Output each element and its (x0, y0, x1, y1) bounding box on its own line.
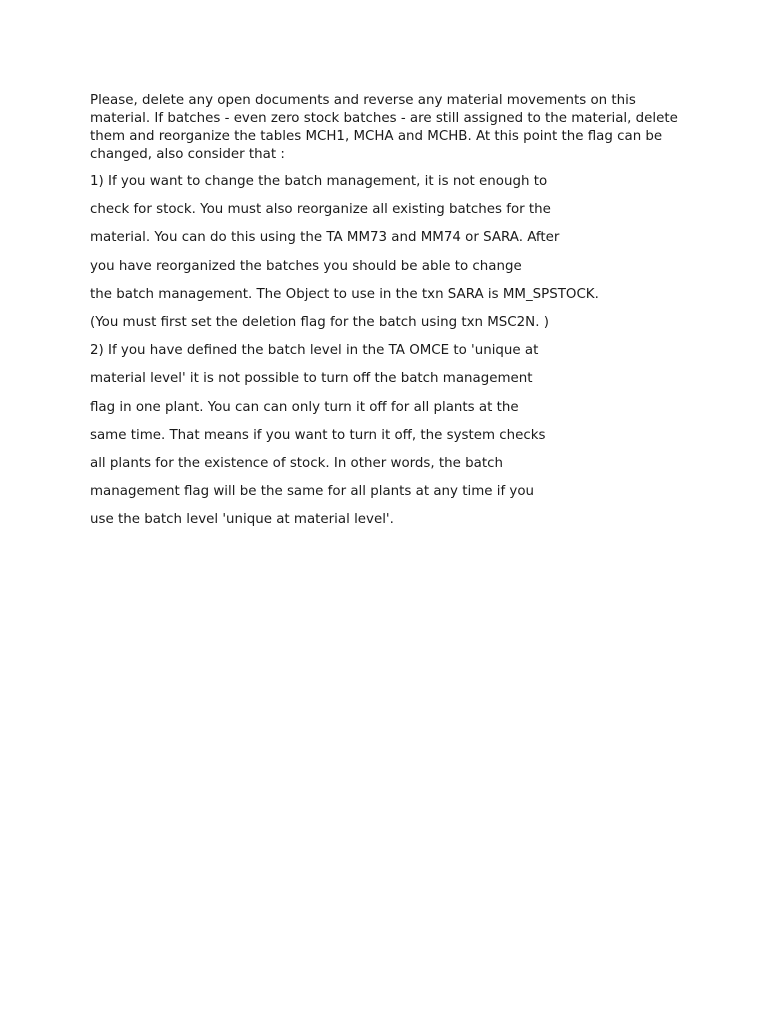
intro-paragraph: Please, delete any open documents and reverse any material movements on this material. If batches - even zero stock batches - are still assigned to the material, delete them and reorganize the tables MCH1, MCHA and MCHB. At this point the flag can be changed, also consider that : (90, 93, 678, 162)
text-line: (You must first set the deletion flag for the batch using txn MSC2N. ) (90, 314, 549, 330)
instruction-lines (90, 173, 690, 539)
text-line: check for stock. You must also reorganize all existing batches for the (90, 202, 551, 218)
text-line: use the batch level 'unique at material level'. (90, 512, 394, 528)
text-line: 1) If you want to change the batch management, it is not enough to (90, 174, 548, 189)
text-line: material. You can do this using the TA MM73 and MM74 or SARA. After (90, 230, 560, 246)
text-line: 2) If you have defined the batch level in the TA OMCE to 'unique at (90, 343, 539, 359)
text-line: flag in one plant. You can can only turn it off for all plants at the (90, 399, 519, 415)
text-line: material level' it is not possible to turn off the batch management (90, 371, 533, 387)
text-line: the batch management. The Object to use in the txn SARA is MM_SPSTOCK. (90, 286, 599, 302)
text-line: you have reorganized the batches you should be able to change (90, 258, 522, 274)
text-line: all plants for the existence of stock. In other words, the batch (90, 455, 503, 471)
text-line: same time. That means if you want to turn it off, the system checks (90, 427, 546, 443)
text-line: management flag will be the same for all plants at any time if you (90, 484, 535, 500)
